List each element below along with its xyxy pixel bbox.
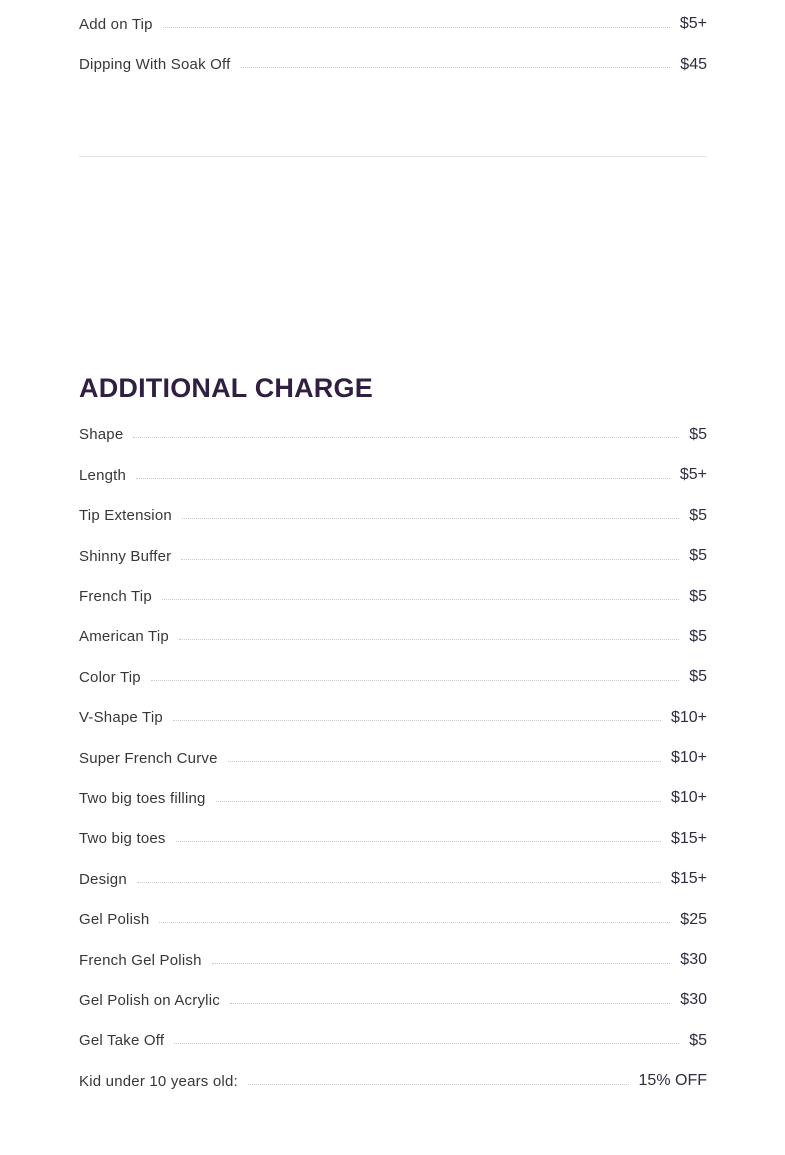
item-price: $10+ — [670, 708, 707, 726]
price-row — [79, 899, 707, 939]
dotted-leader — [182, 512, 679, 519]
dotted-leader — [162, 593, 679, 600]
dotted-leader — [159, 916, 670, 923]
item-label: V-Shape Tip — [79, 709, 163, 727]
dotted-leader — [151, 674, 679, 681]
section-divider — [79, 156, 707, 157]
item-price: $5+ — [679, 466, 707, 484]
item-label: Gel Polish on Acrylic — [79, 991, 220, 1009]
item-price: $5 — [689, 1031, 707, 1049]
item-label: Kid under 10 years old: — [79, 1072, 238, 1090]
dotted-leader — [176, 835, 661, 842]
item-label: American Tip — [79, 628, 169, 646]
item-price: $15+ — [670, 870, 707, 888]
top-price-section — [79, 4, 707, 85]
price-row — [79, 980, 707, 1020]
dotted-leader — [212, 957, 671, 964]
price-row — [79, 657, 707, 697]
item-price: $5+ — [679, 15, 707, 33]
price-row — [79, 415, 707, 455]
price-row — [79, 4, 707, 44]
price-row — [79, 455, 707, 495]
item-label: Length — [79, 466, 127, 484]
item-label: Super French Curve — [79, 749, 218, 767]
item-price: $5 — [689, 506, 707, 524]
item-label: French Gel Polish — [79, 951, 202, 969]
dotted-leader — [173, 714, 661, 721]
item-price: $10+ — [670, 789, 707, 807]
price-row — [79, 940, 707, 980]
price-row — [79, 859, 707, 899]
price-row — [79, 819, 707, 859]
price-row — [79, 698, 707, 738]
item-label: Gel Take Off — [79, 1032, 165, 1050]
dotted-leader — [136, 472, 670, 479]
dotted-leader — [230, 997, 670, 1004]
item-price: 15% OFF — [638, 1072, 707, 1090]
item-price: $10+ — [670, 749, 707, 767]
additional-charge-section — [79, 368, 707, 1102]
item-label: Dipping With Soak Off — [79, 56, 231, 74]
item-label: Tip Extension — [79, 507, 172, 525]
item-label: Shinny Buffer — [79, 547, 172, 565]
item-label: Gel Polish — [79, 911, 150, 929]
dotted-leader — [228, 755, 661, 762]
item-price: $5 — [689, 587, 707, 605]
price-row — [79, 617, 707, 657]
item-price: $5 — [689, 627, 707, 645]
price-row — [79, 778, 707, 818]
item-label: Two big toes — [79, 830, 166, 848]
additional-charge-heading: ADDITIONAL CHARGE — [79, 372, 373, 403]
dotted-leader — [179, 633, 679, 640]
price-row — [79, 1061, 707, 1101]
price-row — [79, 1021, 707, 1061]
item-label: Add on Tip — [79, 15, 153, 33]
price-row — [79, 576, 707, 616]
item-label: Color Tip — [79, 668, 141, 686]
additional-charge-list — [79, 415, 707, 1102]
item-label: Two big toes filling — [79, 789, 206, 807]
dotted-leader — [133, 431, 679, 438]
item-price: $5 — [689, 668, 707, 686]
dotted-leader — [241, 61, 671, 68]
dotted-leader — [137, 876, 661, 883]
item-price: $25 — [680, 910, 707, 928]
item-price: $5 — [689, 425, 707, 443]
item-price: $15+ — [670, 829, 707, 847]
dotted-leader — [163, 21, 670, 28]
item-price: $5 — [689, 547, 707, 565]
item-price: $45 — [680, 55, 707, 73]
price-row — [79, 496, 707, 536]
item-label: Design — [79, 870, 127, 888]
price-row — [79, 738, 707, 778]
price-row — [79, 536, 707, 576]
dotted-leader — [216, 795, 661, 802]
dotted-leader — [248, 1078, 629, 1085]
item-price: $30 — [680, 991, 707, 1009]
price-row — [79, 44, 707, 84]
item-price: $30 — [680, 951, 707, 969]
item-label: Shape — [79, 426, 124, 444]
dotted-leader — [174, 1037, 679, 1044]
dotted-leader — [181, 553, 679, 560]
top-price-list — [79, 4, 707, 85]
item-label: French Tip — [79, 588, 152, 606]
